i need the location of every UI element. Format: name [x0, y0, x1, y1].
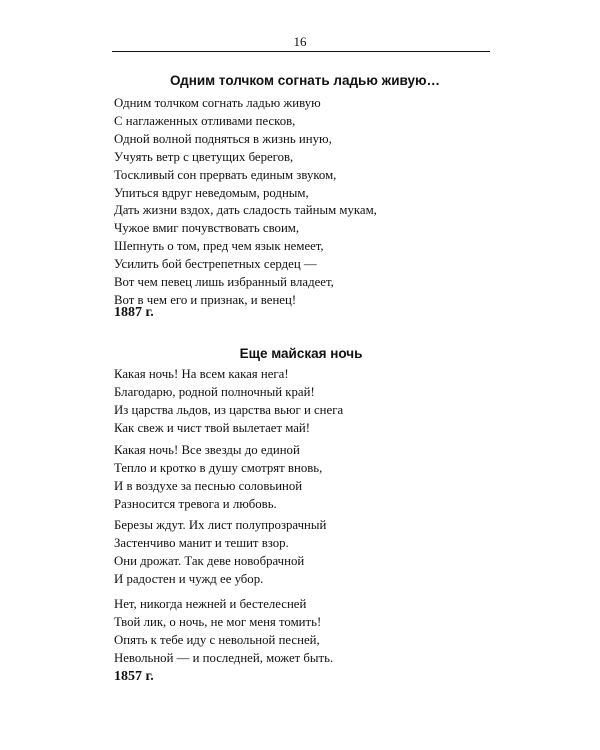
poem-stanza — [114, 95, 377, 310]
verse-line: Твой лик, о ночь, не мог меня томить! — [114, 614, 322, 629]
verse-line: Нет, никогда нежней и бестелесней — [114, 597, 307, 611]
poem-stanza — [114, 442, 322, 514]
page-number: 16 — [293, 34, 307, 49]
header-rule — [112, 51, 490, 52]
verse-line: Из царства льдов, из царства вьюг и снега — [114, 402, 344, 417]
verse-line: Разносится тревога и любовь. — [114, 496, 277, 511]
verse-line: Тоскливый сон прервать единым звуком, — [114, 167, 337, 182]
verse-line: Какая ночь! На всем какая нега! — [114, 367, 289, 381]
poem-stanza — [114, 366, 343, 438]
verse-line: Дать жизни вздох, дать сладость тайным мукам, — [114, 203, 377, 218]
verse-line: Усилить бой бестрепетных сердец — — [114, 257, 317, 272]
verse-line: Застенчиво манит и тешит взор. — [114, 535, 289, 550]
poem-stanza — [114, 596, 333, 668]
verse-line: Одной волной подняться в жизнь иную, — [114, 131, 332, 146]
verse-line: Как свеж и чист твой вылетает май! — [114, 420, 311, 435]
verse-line: Какая ночь! Все звезды до единой — [114, 443, 300, 457]
verse-line: Одним толчком согнать ладью живую — [114, 96, 321, 110]
verse-line: Невольной — и последней, может быть. — [114, 650, 334, 665]
verse-line: Упиться вдруг неведомым, родным, — [114, 185, 309, 200]
verse-line: Вот чем певец лишь избранный владеет, — [114, 275, 334, 290]
verse-line: Благодарю, родной полночный край! — [114, 384, 315, 399]
verse-line: Чужое вмиг почувствовать своим, — [114, 221, 300, 236]
verse-line: И радостен и чужд ее убор. — [114, 571, 264, 586]
verse-line: Тепло и кротко в душу смотрят вновь, — [114, 460, 323, 475]
verse-line: Вот в чем его и признак, и венец! — [114, 292, 297, 307]
poem-title: Одним толчком согнать ладью живую… — [169, 73, 441, 88]
verse-line: С наглаженных отливами песков, — [114, 113, 296, 128]
poem-year: 1887 г. — [114, 305, 154, 320]
verse-line: Опять к тебе иду с невольной песней, — [114, 632, 320, 647]
verse-line: Учуять ветр с цветущих берегов, — [114, 149, 294, 164]
poem-title: Еще майская ночь — [239, 346, 363, 361]
poem-stanza — [114, 517, 326, 589]
verse-line: Шепнуть о том, пред чем язык немеет, — [114, 239, 324, 254]
verse-line: Березы ждут. Их лист полупрозрачный — [114, 518, 327, 532]
poem-year: 1857 г. — [114, 669, 154, 684]
verse-line: Они дрожат. Так деве новобрачной — [114, 553, 305, 568]
verse-line: И в воздухе за песнью соловьиной — [114, 478, 303, 493]
